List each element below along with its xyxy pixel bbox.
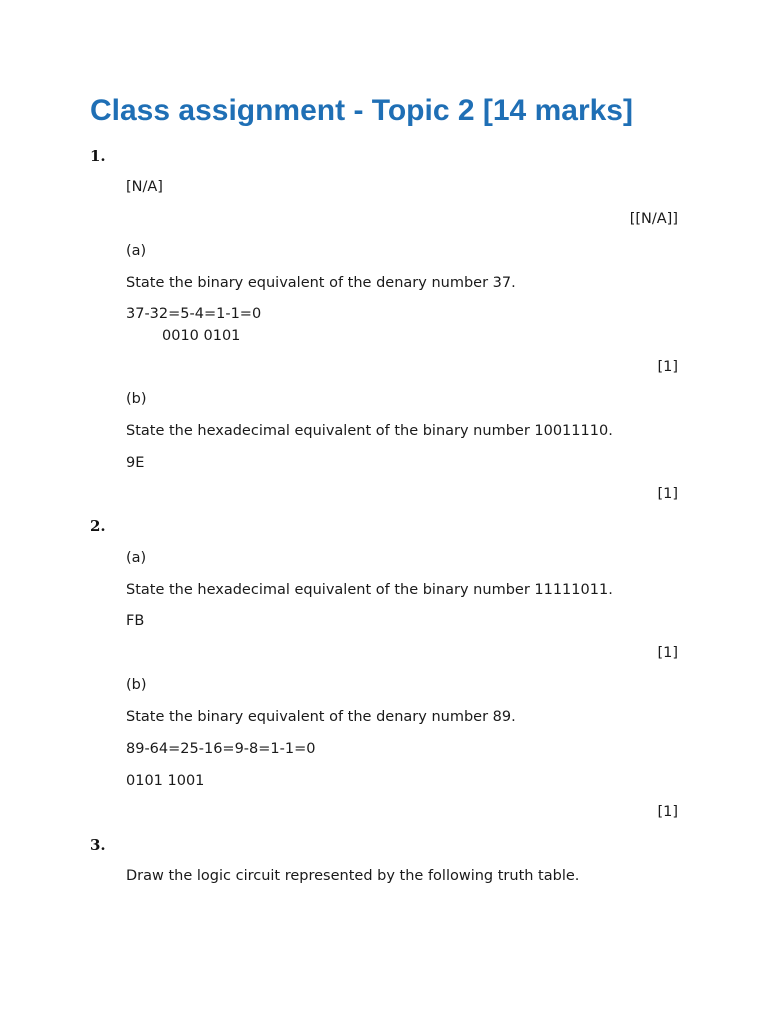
part-label: (b) xyxy=(126,391,147,407)
part-marks: [1] xyxy=(657,804,678,820)
question-number: 1. xyxy=(90,147,106,165)
part-prompt: State the hexadecimal equivalent of the binary number 10011110. xyxy=(126,423,613,439)
question-preamble: [N/A] xyxy=(126,179,163,195)
part-label: (a) xyxy=(126,550,147,566)
preamble-marks: [[N/A]] xyxy=(629,211,678,227)
question-prompt: Draw the logic circuit represented by the following truth table. xyxy=(126,868,580,884)
part-marks: [1] xyxy=(657,645,678,661)
part-label: (b) xyxy=(126,677,147,693)
answer-text: 0101 1001 xyxy=(126,773,205,789)
part-marks: [1] xyxy=(657,486,678,502)
part-marks: [1] xyxy=(657,359,678,375)
answer-text: FB xyxy=(126,613,145,629)
question-number: 2. xyxy=(90,517,106,535)
part-prompt: State the binary equivalent of the denary number 37. xyxy=(126,275,516,291)
answer-working: 89-64=25-16=9-8=1-1=0 xyxy=(126,741,316,757)
answer-text: 9E xyxy=(126,455,145,471)
part-prompt: State the hexadecimal equivalent of the binary number 11111011. xyxy=(126,582,613,598)
question-number: 3. xyxy=(90,836,106,854)
part-label: (a) xyxy=(126,243,147,259)
answer-text: 0010 0101 xyxy=(162,328,241,344)
part-prompt: State the binary equivalent of the denary number 89. xyxy=(126,709,516,725)
page-title: Class assignment - Topic 2 [14 marks] xyxy=(90,94,633,127)
answer-working: 37-32=5-4=1-1=0 xyxy=(126,306,262,322)
